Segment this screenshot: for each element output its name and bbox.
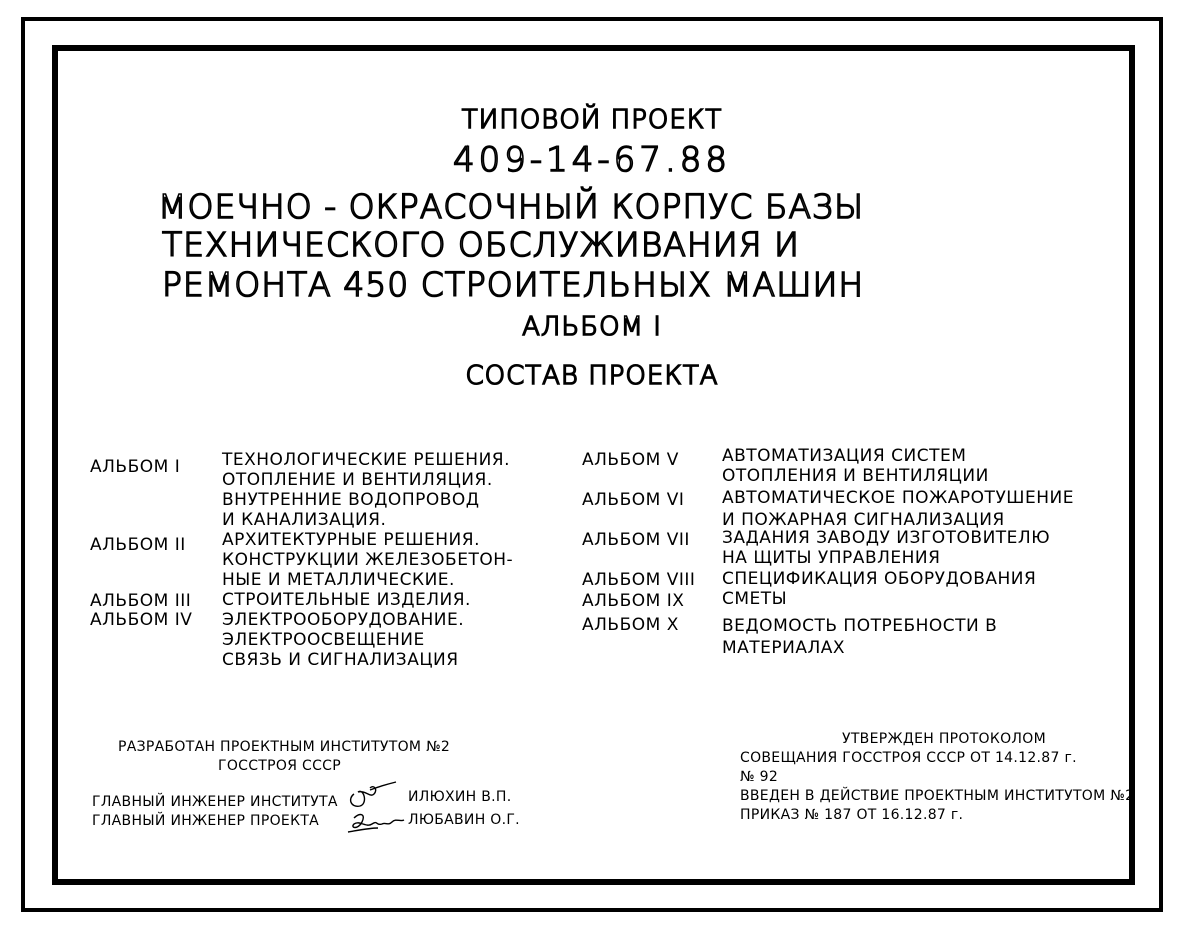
project-type-heading: ТИПОВОЙ ПРОЕКТ — [461, 105, 723, 135]
album-line: АВТОМАТИЧЕСКОЕ ПОЖАРОТУШЕНИЕ — [722, 488, 1074, 508]
album-line: СВЯЗЬ И СИГНАЛИЗАЦИЯ — [222, 650, 459, 670]
album-line: ВЕДОМОСТЬ ПОТРЕБНОСТИ В — [722, 616, 998, 636]
album-line: НА ЩИТЫ УПРАВЛЕНИЯ — [722, 548, 941, 568]
approval-line-1: УТВЕРЖДЕН ПРОТОКОЛОМ — [842, 731, 1046, 747]
chief-engineer-project-role: ГЛАВНЫЙ ИНЖЕНЕР ПРОЕКТА — [92, 813, 320, 829]
approval-line-3: № 92 — [740, 769, 779, 785]
album-line: МАТЕРИАЛАХ — [722, 638, 846, 658]
album-label: АЛЬБОМ IX — [582, 591, 685, 611]
developer-line-1: РАЗРАБОТАН ПРОЕКТНЫМ ИНСТИТУТОМ №2 — [118, 739, 451, 755]
approval-line-5: ПРИКАЗ № 187 ОТ 16.12.87 г. — [740, 807, 964, 823]
album-line: ЭЛЕКТРООБОРУДОВАНИЕ. — [222, 610, 465, 630]
album-line: НЫЕ И МЕТАЛЛИЧЕСКИЕ. — [222, 570, 455, 590]
title-line-3: РЕМОНТА 450 СТРОИТЕЛЬНЫХ МАШИН — [162, 265, 865, 304]
project-number: 409-14-67.88 — [452, 140, 732, 180]
album-label: АЛЬБОМ VI — [582, 490, 685, 510]
album-number: АЛЬБОМ I — [522, 312, 662, 342]
album-line: СМЕТЫ — [722, 589, 788, 609]
album-line: КОНСТРУКЦИИ ЖЕЛЕЗОБЕТОН- — [222, 550, 514, 570]
album-label: АЛЬБОМ IV — [90, 610, 193, 630]
chief-engineer-project-name: ЛЮБАВИН О.Г. — [408, 812, 520, 828]
chief-engineer-institute-role: ГЛАВНЫЙ ИНЖЕНЕР ИНСТИТУТА — [92, 794, 338, 810]
album-label: АЛЬБОМ I — [90, 457, 181, 477]
album-line: И КАНАЛИЗАЦИЯ. — [222, 510, 387, 530]
album-label: АЛЬБОМ II — [90, 535, 186, 555]
album-label: АЛЬБОМ VIII — [582, 570, 696, 590]
composition-heading: СОСТАВ ПРОЕКТА — [465, 361, 719, 391]
album-line: АВТОМАТИЗАЦИЯ СИСТЕМ — [722, 446, 967, 466]
album-line: АРХИТЕКТУРНЫЕ РЕШЕНИЯ. — [222, 530, 480, 550]
album-line: ВНУТРЕННИЕ ВОДОПРОВОД — [222, 490, 480, 510]
developer-line-2: ГОССТРОЯ СССР — [218, 758, 341, 774]
title-line-1: МОЕЧНО - ОКРАСОЧНЫЙ КОРПУС БАЗЫ — [158, 187, 865, 226]
album-line: ТЕХНОЛОГИЧЕСКИЕ РЕШЕНИЯ. — [222, 450, 511, 470]
album-line: ОТОПЛЕНИЕ И ВЕНТИЛЯЦИЯ. — [222, 470, 493, 490]
album-line: ОТОПЛЕНИЯ И ВЕНТИЛЯЦИИ — [722, 466, 989, 486]
signatures-image — [340, 778, 410, 838]
album-label: АЛЬБОМ VII — [582, 530, 690, 550]
approval-line-4: ВВЕДЕН В ДЕЙСТВИЕ ПРОЕКТНЫМ ИНСТИТУТОМ №2 — [740, 788, 1135, 804]
album-label: АЛЬБОМ X — [582, 615, 679, 635]
title-line-2: ТЕХНИЧЕСКОГО ОБСЛУЖИВАНИЯ И — [162, 225, 800, 264]
chief-engineer-institute-name: ИЛЮХИН В.П. — [408, 789, 512, 805]
album-line: ЗАДАНИЯ ЗАВОДУ ИЗГОТОВИТЕЛЮ — [722, 528, 1051, 548]
album-line: ЭЛЕКТРООСВЕЩЕНИЕ — [222, 630, 425, 650]
album-line: СПЕЦИФИКАЦИЯ ОБОРУДОВАНИЯ — [722, 569, 1037, 589]
approval-line-2: СОВЕЩАНИЯ ГОССТРОЯ СССР ОТ 14.12.87 г. — [740, 750, 1077, 766]
album-label: АЛЬБОМ III — [90, 591, 192, 611]
album-line: СТРОИТЕЛЬНЫЕ ИЗДЕЛИЯ. — [222, 590, 471, 610]
album-line: И ПОЖАРНАЯ СИГНАЛИЗАЦИЯ — [722, 510, 1005, 530]
album-label: АЛЬБОМ V — [582, 450, 679, 470]
